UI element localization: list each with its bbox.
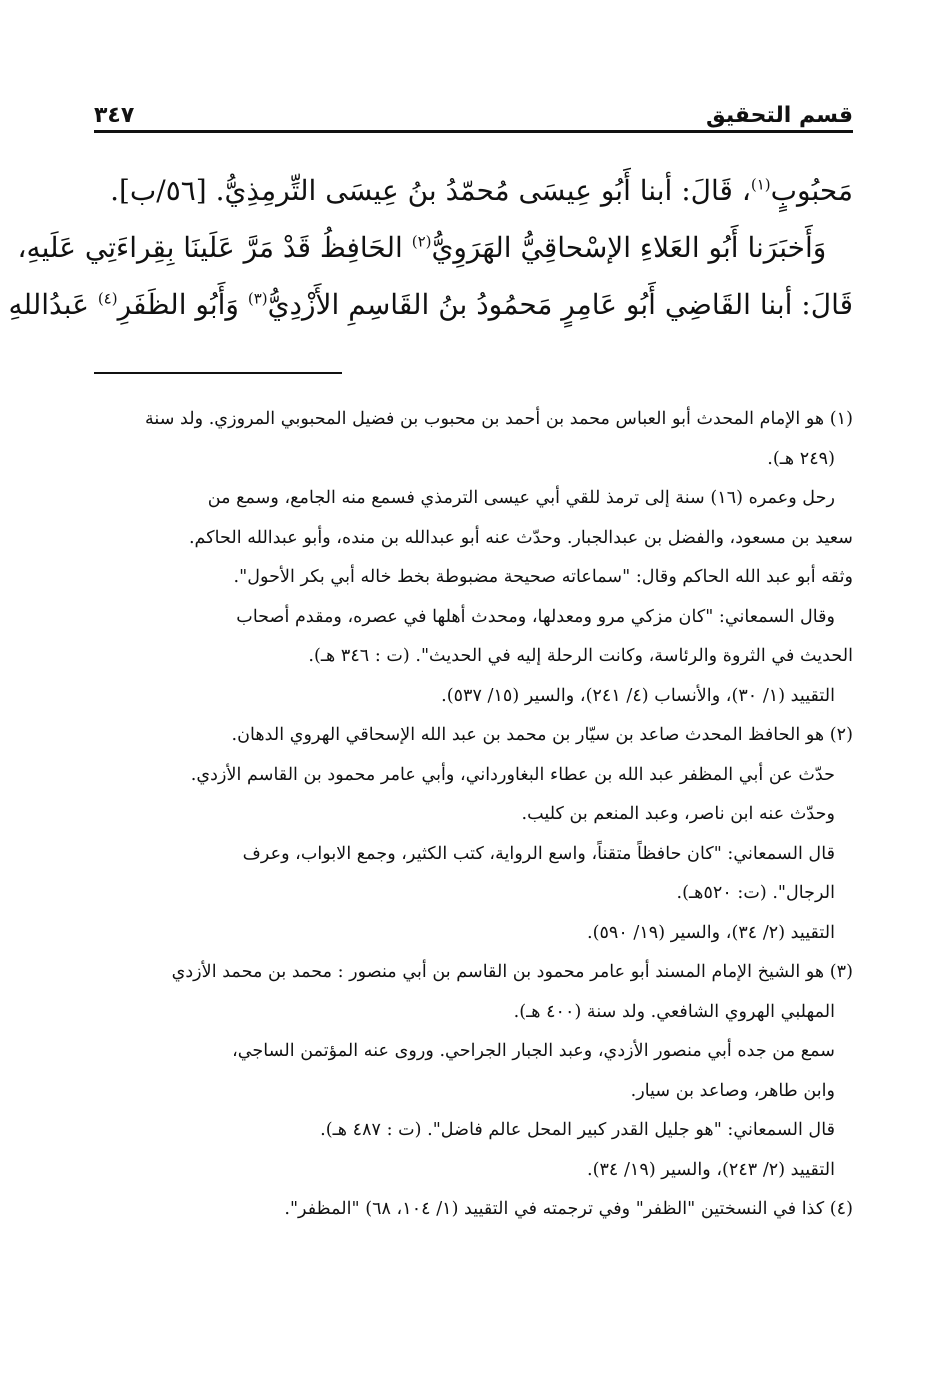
footnote-1-line: الحديث في الثروة والرئاسة، وكانت الرحلة إليه في الحديث". (ت : ٣٤٦ هـ).: [308, 646, 853, 666]
footnote-3-line: التقييد (٢/ ٢٤٣)، والسير (١٩/ ٣٤).: [587, 1159, 835, 1180]
footnote-1-line: (٢٤٩ هـ).: [767, 448, 835, 469]
footnote-3-line: (٣) هو الشيخ الإمام المسند أبو عامر محمود بن القاسم بن أبي منصور : محمد بن محمد الأزدي: [171, 962, 853, 982]
footnotes: [94, 400, 853, 1230]
page-number: ٣٤٧: [94, 103, 135, 128]
footnote-ref-2: (٢): [411, 232, 432, 251]
main-line-3-start: قَالَ: أبنا القَاضِي أَبُو عَامِرٍ مَحمُودُ بنُ القَاسِمِ الأَزْدِيُّ: [267, 288, 853, 321]
footnote-3-line: وابن طاهر، وصاعد بن سيار.: [630, 1080, 835, 1101]
main-line-2: [17, 219, 853, 276]
footnote-1-line: سعيد بن مسعود، والفضل بن عبدالجبار. وحدّث عنه أبو عبدالله بن منده، وأبو عبدالله الحاكم.: [188, 527, 853, 548]
footnote-3-line: سمع من جده أبي منصور الأزدي، وعبد الجبار الجراحي. وروى عنه المؤتمن الساجي،: [232, 1041, 835, 1061]
main-line-1: [94, 162, 853, 219]
footnote-3-line: قال السمعاني: "هو جليل القدر كبير المحل عالم فاضل". (ت : ٤٨٧ هـ).: [320, 1120, 835, 1140]
footnote-1-line: (١) هو الإمام المحدث أبو العباس محمد بن أحمد بن محبوب بن فضيل المحبوبي المروزي. ولد سنة: [144, 409, 853, 429]
footnote-1-line: وقال السمعاني: "كان مزكي مرو ومعدلها، ومحدث أهلها في عصره، ومقدم أصحاب: [236, 606, 835, 627]
footnote-4-line: (٤) كذا في النسختين "الظفر" وفي ترجمته في التقييد (١/ ١٠٤، ٦٨) "المظفر".: [284, 1199, 853, 1219]
main-line-3-mid: وَأَبُو الظَفَرِ: [117, 288, 248, 321]
footnote-ref-3: (٣): [247, 289, 268, 308]
section-title: قسم التحقيق: [706, 103, 853, 128]
page-header: [94, 92, 853, 128]
header-rule: [94, 130, 853, 133]
footnote-2-line: الرجال". (ت: ٥٢٠هـ).: [676, 883, 835, 903]
main-line-2-start: وَأَخبَرَنا أَبُو العَلاءِ الإسْحاقِيُّ الهَرَوِيُّ: [431, 231, 827, 264]
main-text: [8, 162, 853, 333]
footnote-ref-4: (٤): [97, 289, 118, 308]
footnote-2-line: التقييد (٢/ ٣٤)، والسير (١٩/ ٥٩٠).: [587, 922, 835, 943]
main-line-1-end: ، قَالَ: أبنا أَبُو عِيسَى مُحمّدُ بنُ عِيسَى التِّرمِذِيُّ. [٥٦/ب].: [110, 174, 751, 207]
main-line-3: [8, 276, 853, 333]
footnote-separator: [94, 372, 342, 374]
footnote-2-line: حدّث عن أبي المظفر عبد الله بن عطاء البغاورداني، وأبي عامر محمود بن القاسم الأزدي.: [190, 764, 835, 785]
footnote-1-line: التقييد (١/ ٣٠)، والأنساب (٤/ ٢٤١)، والسير (١٥/ ٥٣٧).: [441, 685, 835, 706]
footnote-ref-1: (١): [750, 175, 771, 194]
footnote-2-line: وحدّث عنه ابن ناصر، وعبد المنعم بن كليب.: [521, 804, 835, 824]
footnote-2-line: (٢) هو الحافظ المحدث صاعد بن سيّار بن محمد بن عبد الله الإسحاقي الهروي الدهان.: [231, 725, 853, 745]
main-line-2-end: الحَافِظُ قَدْ مَرَّ عَلَينَا بِقِراءَتِي عَلَيهِ،: [17, 231, 412, 264]
main-line-1-start: مَحبُوبٍ: [770, 174, 853, 207]
footnote-3-line: المهلبي الهروي الشافعي. ولد سنة (٤٠٠ هـ).: [513, 1001, 835, 1022]
footnote-1-line: وثقه أبو عبد الله الحاكم وقال: "سماعاته صحيحة مضبوطة بخط خاله أبي بكر الأحول".: [233, 567, 853, 587]
footnote-1-line: رحل وعمره (١٦) سنة إلى ترمذ للقي أبي عيسى الترمذي فسمع منه الجامع، وسمع من: [207, 488, 835, 508]
footnote-2-line: قال السمعاني: "كان حافظاً متقناً، واسع الرواية، كتب الكثير، وجمع الابواب، وعرف: [242, 843, 835, 864]
main-line-3-end: عَبدُاللهِ: [8, 288, 98, 321]
